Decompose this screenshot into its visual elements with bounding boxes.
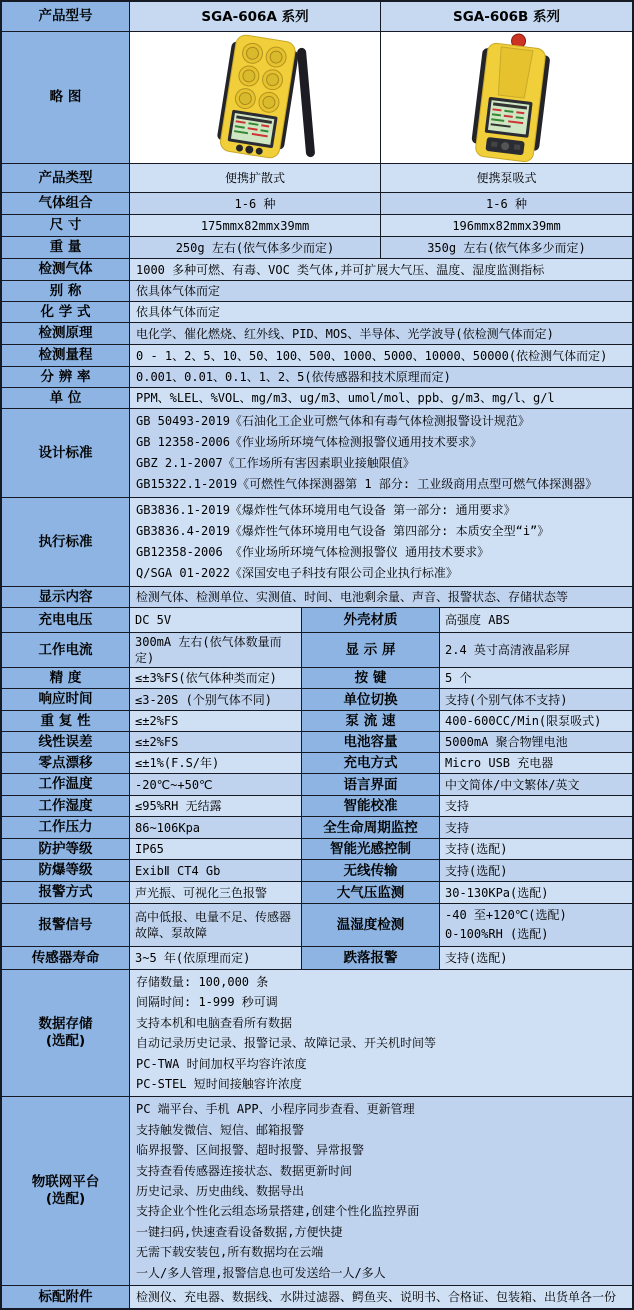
row-data-storage bbox=[2, 970, 632, 1097]
spec-value: 支持(选配) bbox=[440, 839, 632, 859]
row-display-content bbox=[2, 587, 632, 608]
spec-value: 声光振、可视化三色报警 bbox=[130, 882, 302, 903]
spec-value: 检测仪、充电器、数据线、水阱过滤器、鳄鱼夹、说明书、合格证、包装箱、出货单各一份 bbox=[130, 1286, 632, 1308]
spec-label: 重 复 性 bbox=[2, 711, 130, 731]
spec-label: 大气压监测 bbox=[302, 882, 440, 903]
row-response-time bbox=[2, 689, 632, 711]
standard-line: GB 12358-2006《作业场所环境气体检测报警仪通用技术要求》 bbox=[136, 435, 482, 449]
row-detected-gases bbox=[2, 259, 632, 281]
spec-label: 语言界面 bbox=[302, 774, 440, 795]
spec-label: 产品型号 bbox=[2, 2, 130, 31]
row-chemical-formula bbox=[2, 302, 632, 323]
row-gas-combination bbox=[2, 193, 632, 215]
spec-value: IP65 bbox=[130, 839, 302, 859]
spec-label: 响应时间 bbox=[2, 689, 130, 710]
row-sensor-life bbox=[2, 947, 632, 970]
row-repeatability bbox=[2, 711, 632, 732]
spec-label bbox=[2, 1097, 130, 1285]
spec-value: 支持 bbox=[440, 796, 632, 816]
spec-value-b: 1-6 种 bbox=[381, 193, 632, 214]
spec-label-line: 数据存储 bbox=[38, 1016, 93, 1033]
spec-value-list bbox=[130, 970, 632, 1096]
spec-label: 单 位 bbox=[2, 388, 130, 408]
gas-detector-b-illustration bbox=[382, 33, 632, 163]
temp-range-value: -40 至+120℃(选配) bbox=[445, 908, 567, 922]
spec-label bbox=[2, 970, 130, 1096]
spec-value: DC 5V bbox=[130, 608, 302, 632]
spec-label: 工作湿度 bbox=[2, 796, 130, 816]
storage-line: 自动记录历史记录、报警记录、故障记录、开关机时间等 bbox=[136, 1036, 437, 1051]
spec-value-list bbox=[130, 409, 632, 497]
spec-label: 传感器寿命 bbox=[2, 947, 130, 969]
row-working-temperature bbox=[2, 774, 632, 796]
standard-line: GB3836.1-2019《爆炸性气体环境用电气设备 第一部分: 通用要求》 bbox=[136, 503, 516, 517]
row-dimensions bbox=[2, 215, 632, 237]
spec-value: ExibⅡ CT4 Gb bbox=[130, 860, 302, 881]
spec-value: ≤3-20S (个别气体不同) bbox=[130, 689, 302, 710]
spec-label-line: 物联网平台 bbox=[31, 1174, 100, 1191]
spec-value-b: 196mmx82mmx39mm bbox=[381, 215, 632, 236]
spec-label: 报警方式 bbox=[2, 882, 130, 903]
row-detection-principle bbox=[2, 323, 632, 345]
row-product-model bbox=[2, 2, 632, 32]
row-working-pressure bbox=[2, 817, 632, 839]
row-units bbox=[2, 388, 632, 409]
iot-line: 支持企业个性化云组态场景搭建,创建个性化监控界面 bbox=[136, 1204, 420, 1219]
spec-value: 3~5 年(依原理而定) bbox=[130, 947, 302, 969]
spec-label: 防护等级 bbox=[2, 839, 130, 859]
standard-line: GB15322.1-2019《可燃性气体探测器第 1 部分: 工业级商用点型可燃气体探测器》 bbox=[136, 477, 598, 491]
spec-label: 显 示 屏 bbox=[302, 633, 440, 667]
spec-label: 线性误差 bbox=[2, 732, 130, 752]
standard-line: GBZ 2.1-2007《工作场所有害因素职业接触限值》 bbox=[136, 456, 415, 470]
series-b-header: SGA-606B 系列 bbox=[381, 2, 632, 31]
spec-value: 5 个 bbox=[440, 668, 632, 688]
iot-line: 支持查看传感器连接状态、数据更新时间 bbox=[136, 1163, 353, 1178]
spec-value: 86~106Kpa bbox=[130, 817, 302, 838]
spec-value: 1000 多种可燃、有毒、VOC 类气体,并可扩展大气压、温度、湿度监测指标 bbox=[130, 259, 632, 280]
spec-value: 2.4 英寸高清液晶彩屏 bbox=[440, 633, 632, 667]
spec-value-a: 175mmx82mmx39mm bbox=[130, 215, 381, 236]
spec-value: 依具体气体而定 bbox=[130, 281, 632, 301]
spec-value-list bbox=[130, 498, 632, 586]
standard-line: GB 50493-2019《石油化工企业可燃气体和有毒气体检测报警设计规范》 bbox=[136, 414, 530, 428]
spec-value: 5000mA 聚合物锂电池 bbox=[440, 732, 632, 752]
spec-label: 按 键 bbox=[302, 668, 440, 688]
iot-line: 历史记录、历史曲线、数据导出 bbox=[136, 1184, 305, 1199]
gas-detector-a-illustration bbox=[130, 33, 380, 163]
spec-value: Micro USB 充电器 bbox=[440, 753, 632, 773]
row-linearity-error bbox=[2, 732, 632, 753]
spec-value: 0 - 1、2、5、10、50、100、500、1000、5000、10000、50000(依检测气体而定) bbox=[130, 345, 632, 366]
row-sketch bbox=[2, 32, 632, 164]
spec-value: 300mA 左右(依气体数量而定) bbox=[130, 633, 302, 667]
humidity-range-value: 0-100%RH (选配) bbox=[445, 927, 549, 941]
spec-label: 防爆等级 bbox=[2, 860, 130, 881]
row-standard-accessories bbox=[2, 1286, 632, 1308]
row-charge-voltage bbox=[2, 608, 632, 633]
spec-label: 工作压力 bbox=[2, 817, 130, 838]
spec-label: 外壳材质 bbox=[302, 608, 440, 632]
row-detection-range bbox=[2, 345, 632, 367]
series-a-header: SGA-606A 系列 bbox=[130, 2, 381, 31]
row-working-humidity bbox=[2, 796, 632, 817]
spec-label: 工作电流 bbox=[2, 633, 130, 667]
row-product-type bbox=[2, 164, 632, 193]
spec-label: 零点漂移 bbox=[2, 753, 130, 773]
spec-value: 依具体气体而定 bbox=[130, 302, 632, 322]
spec-value: ≤±1%(F.S/年) bbox=[130, 753, 302, 773]
spec-label: 泵 流 速 bbox=[302, 711, 440, 731]
spec-value: ≤95%RH 无结露 bbox=[130, 796, 302, 816]
spec-label: 充电方式 bbox=[302, 753, 440, 773]
spec-value: 30-130KPa(选配) bbox=[440, 882, 632, 903]
spec-label: 执行标准 bbox=[2, 498, 130, 586]
iot-line: 一人/多人管理,报警信息也可发送给一人/多人 bbox=[136, 1265, 386, 1280]
spec-value: 高强度 ABS bbox=[440, 608, 632, 632]
standard-line: GB12358-2006 《作业场所环境气体检测报警仪 通用技术要求》 bbox=[136, 545, 490, 559]
spec-label: 全生命周期监控 bbox=[302, 817, 440, 838]
spec-label: 充电电压 bbox=[2, 608, 130, 632]
row-iot-platform bbox=[2, 1097, 632, 1286]
spec-label-line: (选配) bbox=[45, 1191, 86, 1208]
spec-value: 支持(选配) bbox=[440, 947, 632, 969]
iot-line: 无需下载安装包,所有数据均在云端 bbox=[136, 1245, 324, 1260]
spec-value: 高中低报、电量不足、传感器故障、泵故障 bbox=[130, 904, 302, 946]
row-design-standards bbox=[2, 409, 632, 498]
spec-label: 精 度 bbox=[2, 668, 130, 688]
spec-value-b: 便携泵吸式 bbox=[381, 164, 632, 192]
storage-line: PC-TWA 时间加权平均容许浓度 bbox=[136, 1056, 307, 1071]
spec-label: 单位切换 bbox=[302, 689, 440, 710]
spec-value: 支持(个别气体不支持) bbox=[440, 689, 632, 710]
spec-label: 检测原理 bbox=[2, 323, 130, 344]
spec-value bbox=[440, 904, 632, 946]
storage-line: PC-STEL 短时间接触容许浓度 bbox=[136, 1077, 302, 1092]
spec-label-line: (选配) bbox=[45, 1033, 86, 1050]
spec-label: 电池容量 bbox=[302, 732, 440, 752]
row-alarm-signal bbox=[2, 904, 632, 947]
spec-label: 智能光感控制 bbox=[302, 839, 440, 859]
spec-value: 支持(选配) bbox=[440, 860, 632, 881]
row-explosion-proof-rating bbox=[2, 860, 632, 882]
spec-value-list bbox=[130, 1097, 632, 1285]
spec-label: 尺 寸 bbox=[2, 215, 130, 236]
spec-label: 显示内容 bbox=[2, 587, 130, 607]
spec-label: 检测气体 bbox=[2, 259, 130, 280]
spec-value: 支持 bbox=[440, 817, 632, 838]
spec-label: 重 量 bbox=[2, 237, 130, 258]
spec-value: 检测气体、检测单位、实测值、时间、电池剩余量、声音、报警状态、存储状态等 bbox=[130, 587, 632, 607]
spec-label: 气体组合 bbox=[2, 193, 130, 214]
spec-value: ≤±3%FS(依气体种类而定) bbox=[130, 668, 302, 688]
row-alias bbox=[2, 281, 632, 302]
row-zero-drift bbox=[2, 753, 632, 774]
product-a-image bbox=[130, 32, 381, 163]
storage-line: 支持本机和电脑查看所有数据 bbox=[136, 1015, 293, 1030]
spec-label: 工作温度 bbox=[2, 774, 130, 795]
spec-value: ≤±2%FS bbox=[130, 732, 302, 752]
spec-label: 跌落报警 bbox=[302, 947, 440, 969]
spec-label: 化 学 式 bbox=[2, 302, 130, 322]
storage-line: 间隔时间: 1-999 秒可调 bbox=[136, 995, 278, 1010]
spec-value: 400-600CC/Min(限泵吸式) bbox=[440, 711, 632, 731]
row-protection-rating bbox=[2, 839, 632, 860]
spec-label: 智能校准 bbox=[302, 796, 440, 816]
spec-label: 产品类型 bbox=[2, 164, 130, 192]
iot-line: 临界报警、区间报警、超时报警、异常报警 bbox=[136, 1143, 365, 1158]
spec-label: 无线传输 bbox=[302, 860, 440, 881]
spec-value: PPM、%LEL、%VOL、mg/m3、ug/m3、umol/mol、ppb、g/m3、mg/l、g/l bbox=[130, 388, 632, 408]
storage-line: 存储数量: 100,000 条 bbox=[136, 975, 269, 989]
spec-label: 分 辨 率 bbox=[2, 367, 130, 387]
spec-value: 电化学、催化燃烧、红外线、PID、MOS、半导体、光学波导(依检测气体而定) bbox=[130, 323, 632, 344]
spec-value-b: 350g 左右(依气体多少而定) bbox=[381, 237, 632, 258]
iot-line: PC 端平台、手机 APP、小程序同步查看、更新管理 bbox=[136, 1102, 415, 1117]
iot-line: 支持触发微信、短信、邮箱报警 bbox=[136, 1122, 305, 1137]
spec-value: 中文简体/中文繁体/英文 bbox=[440, 774, 632, 795]
product-b-image bbox=[381, 32, 632, 163]
standard-line: GB3836.4-2019《爆炸性气体环境用电气设备 第四部分: 本质安全型“i”》 bbox=[136, 524, 550, 538]
spec-value-a: 250g 左右(依气体多少而定) bbox=[130, 237, 381, 258]
standard-line: Q/SGA 01-2022《深国安电子科技有限公司企业执行标准》 bbox=[136, 566, 458, 580]
spec-label: 温湿度检测 bbox=[302, 904, 440, 946]
spec-label: 检测量程 bbox=[2, 345, 130, 366]
spec-label: 略 图 bbox=[2, 32, 130, 163]
spec-label: 报警信号 bbox=[2, 904, 130, 946]
iot-line: 一键扫码,快速查看设备数据,方便快捷 bbox=[136, 1224, 343, 1239]
row-accuracy bbox=[2, 668, 632, 689]
spec-value: -20℃~+50℃ bbox=[130, 774, 302, 795]
row-alarm-mode bbox=[2, 882, 632, 904]
row-exec-standards bbox=[2, 498, 632, 587]
spec-value: 0.001、0.01、0.1、1、2、5(依传感器和技术原理而定) bbox=[130, 367, 632, 387]
row-working-current bbox=[2, 633, 632, 668]
spec-label: 设计标准 bbox=[2, 409, 130, 497]
row-resolution bbox=[2, 367, 632, 388]
spec-label: 标配附件 bbox=[2, 1286, 130, 1308]
spec-label: 别 称 bbox=[2, 281, 130, 301]
row-weight bbox=[2, 237, 632, 259]
spec-value: ≤±2%FS bbox=[130, 711, 302, 731]
spec-value-a: 便携扩散式 bbox=[130, 164, 381, 192]
spec-value-a: 1-6 种 bbox=[130, 193, 381, 214]
